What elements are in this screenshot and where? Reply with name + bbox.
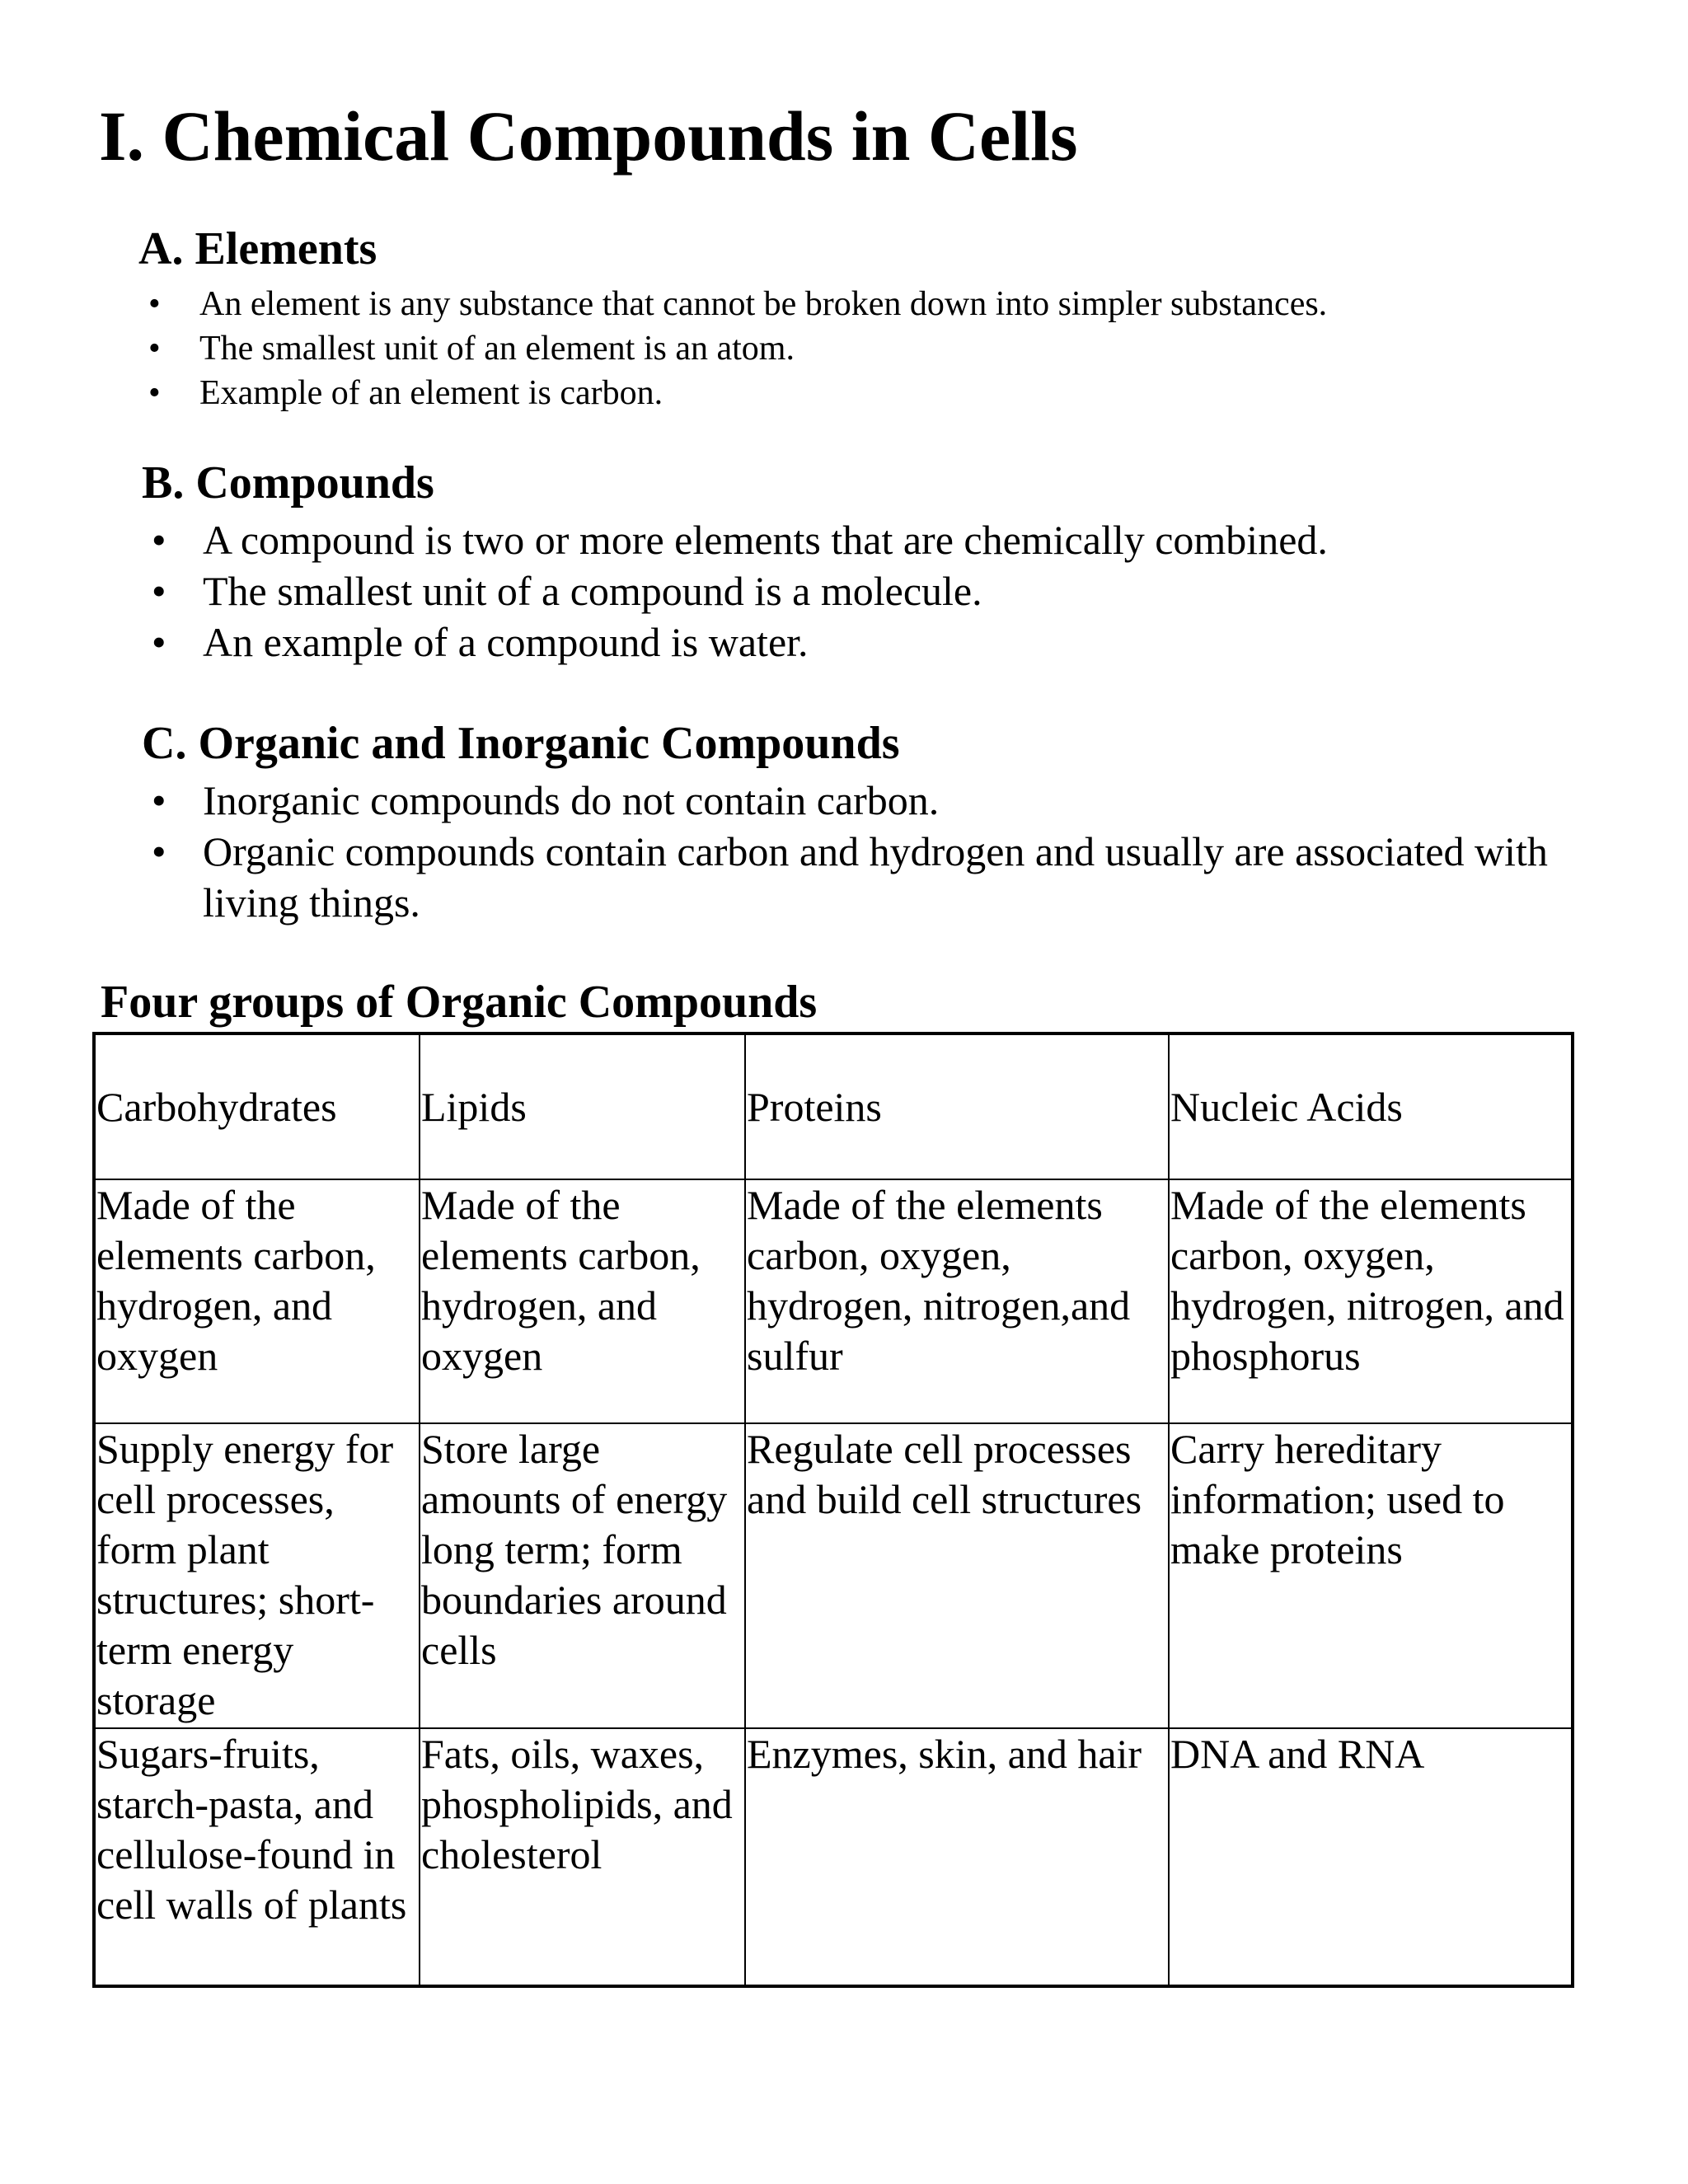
table-title: Four groups of Organic Compounds xyxy=(101,977,818,1028)
section-heading: A. Elements xyxy=(138,223,377,274)
table-cell: Made of the elements carbon, oxygen, hydrogen, nitrogen, and phosphorus xyxy=(1169,1179,1573,1423)
table-cell: Carry hereditary information; used to make proteins xyxy=(1169,1423,1573,1728)
list-item xyxy=(138,371,1327,415)
table-cell: Store large amounts of energy long term; form boundaries around cells xyxy=(420,1423,745,1728)
bullet-icon: • xyxy=(152,516,166,563)
column-header-proteins: Proteins xyxy=(745,1033,1169,1179)
list-item xyxy=(138,326,1327,371)
bullet-icon: • xyxy=(148,329,161,368)
list-item xyxy=(142,514,1328,565)
bullet-icon: • xyxy=(152,567,166,614)
section-heading: C. Organic and Inorganic Compounds xyxy=(142,718,900,769)
bullet-icon: • xyxy=(152,618,166,665)
table-row xyxy=(94,1728,1573,1986)
table-cell: Supply energy for cell processes, form plant structures; short-term energy storage xyxy=(94,1423,420,1728)
list-item xyxy=(138,282,1327,326)
table-header-row xyxy=(94,1033,1573,1179)
list-item-text: Inorganic compounds do not contain carbon. xyxy=(203,776,940,823)
list-item-text: Organic compounds contain carbon and hydrogen and usually are associated with living things. xyxy=(203,827,1548,926)
list-item-text: An example of a compound is water. xyxy=(203,618,809,665)
list-item xyxy=(142,826,1629,928)
bullet-list xyxy=(138,282,1327,415)
bullet-icon: • xyxy=(152,827,166,874)
list-item xyxy=(142,616,1328,668)
section-elements xyxy=(138,224,1327,415)
bullet-list xyxy=(142,514,1328,668)
table-cell: Enzymes, skin, and hair xyxy=(745,1728,1169,1986)
column-header-lipids: Lipids xyxy=(420,1033,745,1179)
table-cell: Made of the elements carbon, hydrogen, and oxygen xyxy=(420,1179,745,1423)
list-item xyxy=(142,565,1328,616)
bullet-icon: • xyxy=(148,284,161,323)
table-row xyxy=(94,1179,1573,1423)
section-heading: B. Compounds xyxy=(142,457,434,509)
table-cell: Regulate cell processes and build cell structures xyxy=(745,1423,1169,1728)
table-cell: Made of the elements carbon, hydrogen, and oxygen xyxy=(94,1179,420,1423)
table-cell: DNA and RNA xyxy=(1169,1728,1573,1986)
bullet-icon: • xyxy=(148,373,161,412)
list-item xyxy=(142,775,1629,826)
section-compounds xyxy=(142,458,1328,668)
organic-compounds-table xyxy=(92,1032,1574,1988)
list-item-text: Example of an element is carbon. xyxy=(199,373,663,412)
column-header-carbohydrates: Carbohydrates xyxy=(94,1033,420,1179)
table-cell: Sugars-fruits, starch-pasta, and cellulose-found in cell walls of plants xyxy=(94,1728,420,1986)
page-title: I. Chemical Compounds in Cells xyxy=(99,96,1078,176)
list-item-text: An element is any substance that cannot be broken down into simpler substances. xyxy=(199,284,1328,323)
list-item-text: The smallest unit of a compound is a molecule. xyxy=(203,567,982,614)
column-header-nucleic-acids: Nucleic Acids xyxy=(1169,1033,1573,1179)
list-item-text: A compound is two or more elements that are chemically combined. xyxy=(203,516,1328,563)
section-organic-inorganic xyxy=(142,719,1629,928)
list-item-text: The smallest unit of an element is an atom. xyxy=(199,329,795,368)
bullet-list xyxy=(142,775,1629,928)
table-cell: Fats, oils, waxes, phospholipids, and cholesterol xyxy=(420,1728,745,1986)
table-cell: Made of the elements carbon, oxygen, hydrogen, nitrogen,and sulfur xyxy=(745,1179,1169,1423)
bullet-icon: • xyxy=(152,776,166,823)
table-row xyxy=(94,1423,1573,1728)
